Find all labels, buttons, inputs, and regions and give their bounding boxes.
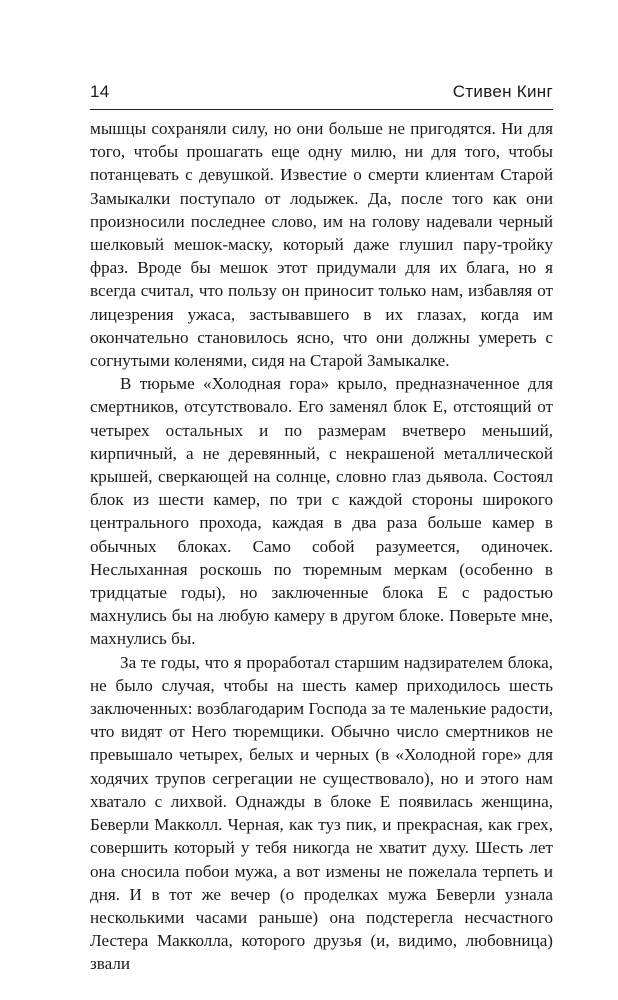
running-head-author: Стивен Кинг <box>452 82 553 101</box>
paragraph-cold-mountain-block-e: В тюрьме «Холодная гора» крыло, предназначенное для смертников, отсутствовало. Его заменял блок Е, отстоящий от четырех остальных и по размерам вчетверо меньший, кирпичный, а не деревянный, с некрашеной металлической крышей, сверкающей на солнце, словно глаз дьявола. Состоял блок из шести камер, по три с каждой стороны широкого центрального прохода, каждая в два раза больше камер в обычных блоках. Само собой разумеется, одиночек. Неслыханная роскошь по тюремным меркам (особенно в тридцатые годы), но заключенные блока Е с радостью махнулись бы на любую камеру в другом блоке. Поверьте мне, махнулись бы. <box>90 374 553 649</box>
paragraph-beverly-mccall: За те годы, что я проработал старшим надзирателем блока, не было случая, чтобы на шесть камер приходилось шесть заключенных: возблагодарим Господа за те маленькие радости, что видят от Него тюремщики. Обычно число смертников не превышало четырех, белых и черных (в «Холодной горе» для ходячих трупов сегрегации не существовало), но и этого нам хватало с лихвой. Однажды в блоке Е появилась женщина, Беверли Макколл. Черная, как туз пик, и прекрасная, как грех, совершить который у тебя никогда не хватит духу. Шесть лет она сносила побои мужа, а вот измены не пожелала терпеть и дня. И в тот же вечер (о проделках мужа Беверли узнала несколькими часами раньше) она подстерегла несчастного Лестера Макколла, которого друзья (и, видимо, любовница) звали <box>90 652 553 974</box>
running-head <box>90 82 553 106</box>
paragraph-continued: мышцы сохраняли силу, но они больше не пригодятся. Ни для того, чтобы прошагать еще одну милю, ни для того, чтобы потанцевать с девушкой. Известие о смерти клиентам Старой Замыкалки поступало от лодыжек. Да, после того как они произносили последнее слово, им на голову надевали черный шелковый мешок-маску, который даже глушил пару-тройку фраз. Вроде бы мешок этот придумали для их блага, но я всегда считал, что пользу он приносит только нам, избавляя от лицезрения ужаса, застывавшего в их глазах, когда им окончательно становилось ясно, что они должны умереть с согнутыми коленями, сидя на Старой Замыкалке. <box>90 119 553 371</box>
page-number: 14 <box>90 82 110 101</box>
body-text <box>90 117 553 976</box>
header-rule <box>90 109 553 110</box>
